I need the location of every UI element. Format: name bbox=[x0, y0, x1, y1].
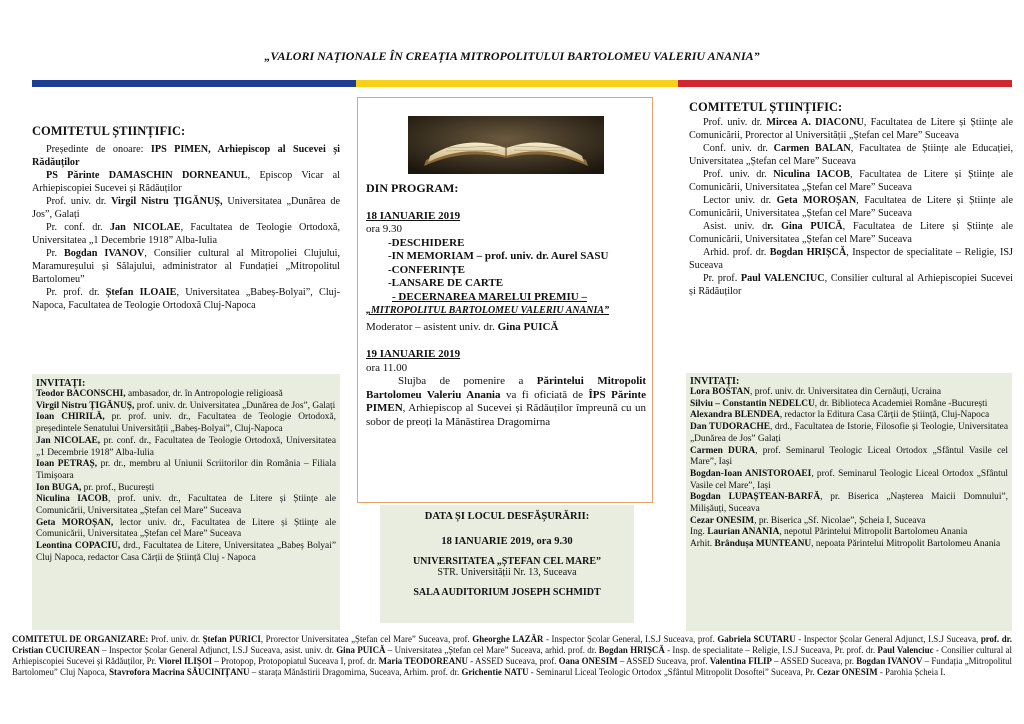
invited-entry: Carmen DURA, prof. Seminarul Teologic Liceal Ortodox „Sfântul Vasile cel Mare”, Iași bbox=[690, 445, 1008, 468]
invited-entry: Geta MOROȘAN, lector univ. dr., Facultatea de Litere și Științe ale Comunicării, Universitatea „Ștefan cel Mare” Suceava bbox=[36, 517, 336, 540]
committee-entry: Conf. univ. dr. Carmen BALAN, Facultatea de Științe ale Educației, Universitatea „Ștefan cel Mare” Suceava bbox=[689, 143, 1013, 167]
invited-entry: Ion BUGA, pr. prof., București bbox=[36, 482, 155, 493]
right-invited-title: INVITAȚI: bbox=[690, 376, 740, 387]
flag-stripe-yellow bbox=[356, 80, 678, 87]
left-committee bbox=[32, 124, 340, 312]
organizers-footer: COMITETUL DE ORGANIZARE: Prof. univ. dr. Ștefan PURICI, Prorector Universitatea „Ștefan cel Mare” Suceava, prof. Gheorghe LAZĂR - Inspector Școlar General, I.S.J Suceava, prof. Gabriela SCUTARU - Inspector Școlar General Adjunct, I.S.J Suceava, prof. dr. Cristian CUCIUREAN – Inspector Școlar General Adjunct, I.S.J Suceava, asist. univ. dr. Gina PUICĂ – Universitatea „Ștefan cel Mare” Suceava, arhid. prof. dr. Bogdan HRIȘCĂ - Insp. de specialitate – Religie, I.S.J Suceava, Pr. prof. dr. Paul Valenciuc - Consilier cultural al Arhiepiscopiei Sucevei și Rădăuților, Pr. Viorel ILIȘOI – Protopop, Protopopiatul Suceava I, prof. dr. Maria TEODOREANU - ASSED Suceava, prof. Oana ONESIM – ASSED Suceava, prof. Valentina FILIP – ASSED Suceava, pr. Bogdan IVANOV – Fundația „Mitropolitul Bartolomeu” Cluj Napoca, Stavrofora Macrina SĂUCINIȚANU – starața Mănăstirii Dragomirna, Suceava, Arhim. prof. dr. Grichentie NATU - Seminarul Liceal Teologic Ortodox „Sfântul Mitropolit Dosoftei” Suceava, Pr. Cezar ONESIM - Parohia Șcheia I. bbox=[12, 634, 1013, 677]
invited-entry: Bogdan LUPAȘTEAN-BARFĂ, pr. Biserica „Nașterea Maicii Domnului”, Milișăuți, Suceava bbox=[690, 492, 1008, 515]
invited-entry: Virgil Nistru ȚIGĂNUȘ, prof. univ. dr. Universitatea „Dunărea de Jos”, Galați bbox=[36, 400, 336, 411]
committee-entry: Prof. univ. dr. Virgil Nistru ȚIGĂNUȘ, Universitatea „Dunărea de Jos”, Galați bbox=[32, 196, 341, 220]
open-book-icon bbox=[408, 116, 604, 174]
left-committee-title: COMITETUL ȘTIINȚIFIC: bbox=[32, 124, 186, 138]
left-invited-box bbox=[32, 374, 340, 630]
program-title: DIN PROGRAM: bbox=[366, 181, 459, 195]
invited-entry: Alexandra BLENDEA, redactor la Editura Casa Cărții de Știință, Cluj-Napoca bbox=[690, 410, 990, 421]
committee-entry: Președinte de onoare: IPS PIMEN, Arhiepiscop al Sucevei și Rădăuților bbox=[32, 144, 340, 168]
flag-stripe-blue bbox=[32, 80, 356, 87]
committee-entry: Prof. univ. dr. Mircea A. DIACONU, Facultatea de Litere și Științe ale Comunicării, Prorector al Universității „Ștefan cel Mare” Suceava bbox=[689, 117, 1013, 141]
committee-entry: Arhid. prof. dr. Bogdan HRIȘCĂ, Inspector de specialitate – Religie, ISJ Suceava bbox=[689, 247, 1013, 271]
committee-entry: Asist. univ. dr. Gina PUICĂ, Facultatea de Litere și Științe ale Comunicării, Universitatea „Ștefan cel Mare” Suceava bbox=[689, 221, 1013, 245]
venue-university: UNIVERSITATEA „ȘTEFAN CEL MARE” bbox=[412, 556, 602, 567]
program-event: -IN MEMORIAM – prof. univ. dr. Aurel SASU bbox=[388, 250, 609, 262]
invited-entry: Dan TUDORACHE, drd., Facultatea de Istorie, Filosofie și Teologie, Universitatea „Dunărea de Jos” Galați bbox=[690, 422, 1008, 444]
right-invited-box bbox=[686, 373, 1012, 631]
committee-entry: Pr. prof. Paul VALENCIUC, Consilier cultural al Arhiepiscopiei Sucevei și Rădăuților bbox=[689, 273, 1014, 297]
venue-date: 18 IANUARIE 2019, ora 9.30 bbox=[441, 536, 573, 547]
invited-entry: Arhit. Brândușa MUNTEANU, nepoata Părintelui Mitropolit Bartolomeu Anania bbox=[690, 539, 1001, 550]
invited-entry: Leontina COPACIU, drd., Facultatea de Litere, Universitatea „Babeș Bolyai” Cluj Napoca, redactor Casa Cărții de Știință Cluj - Napoca bbox=[36, 541, 336, 563]
invited-entry: Ing. Laurian ANANIA, nepotul Părintelui Mitropolit Bartolomeu Anania bbox=[690, 527, 968, 538]
program-time2: ora 11.00 bbox=[366, 361, 408, 374]
committee-entry: Pr. Bogdan IVANOV, Consilier cultural al Mitropoliei Clujului, Maramureșului și Sălajului, administrator al Fundației „Mitropolitul Bartolomeu” bbox=[32, 248, 340, 285]
committee-entry: Prof. univ. dr. Niculina IACOB, Facultatea de Litere și Științe ale Comunicării, Universitatea „Ștefan cel Mare” Suceava bbox=[689, 169, 1013, 193]
venue-street: STR. Universității Nr. 13, Suceava bbox=[437, 567, 577, 578]
committee-entry: PS Părinte DAMASCHIN DORNEANUL, Episcop Vicar al Arhiepiscopiei Sucevei și Rădăuților bbox=[32, 170, 341, 194]
committee-entry: Lector univ. dr. Geta MOROȘAN, Facultatea de Litere și Științe ale Comunicării, Universitatea „Ștefan cel Mare” Suceava bbox=[689, 195, 1013, 219]
venue-title: DATA ȘI LOCUL DESFĂȘURĂRII: bbox=[424, 511, 590, 522]
invited-entry: Jan NICOLAE, pr. conf. dr., Facultatea de Teologie Ortodoxă, Universitatea „1 Decembrie 1918” Alba-Iulia bbox=[36, 435, 336, 458]
program-event: - DECERNAREA MARELUI PREMIU – bbox=[392, 290, 587, 303]
left-invited-title: INVITAȚI: bbox=[36, 378, 86, 389]
organizers-label: COMITETUL DE ORGANIZARE: bbox=[12, 634, 149, 644]
invited-entry: Ioan CHIRILĂ, pr. prof. univ. dr., Facultatea de Teologie Ortodoxă, președintele Senatului Universității „Babeș-Bolyai”, Cluj-Napoca bbox=[36, 412, 336, 435]
committee-entry: Pr. conf. dr. Jan NICOLAE, Facultatea de Teologie Ortodoxă, Universitatea „1 Decembrie 1918” Alba-Iulia bbox=[32, 222, 340, 246]
program-event: -LANSARE DE CARTE bbox=[388, 277, 504, 289]
right-committee-title: COMITETUL ȘTIINȚIFIC: bbox=[689, 100, 843, 114]
invited-entry: Lora BOSTAN, prof. univ. dr. Universitatea din Cernăuți, Ucraina bbox=[690, 387, 942, 397]
flag-stripe-red bbox=[678, 80, 1012, 87]
invited-entry: Silviu – Constantin NEDELCU, dr. Biblioteca Academiei Române -București bbox=[690, 398, 988, 409]
program-service: Slujba de pomenire a Părintelui Mitropolit Bartolomeu Valeriu Anania va fi oficiată de ÎPS Părinte PIMEN, Arhiepiscop al Sucevei și Rădăuților împreună cu un sobor de preoți la Mănăstirea Dragomirna bbox=[366, 375, 646, 428]
invited-entry: Teodor BACONSCHI, ambasador, dr. în Antropologie religioasă bbox=[36, 389, 283, 399]
invited-entry: Cezar ONESIM, pr. Biserica „Sf. Nicolae”, Șcheia I, Suceava bbox=[690, 515, 926, 526]
right-committee bbox=[689, 100, 1013, 298]
program-moderator: Moderator – asistent univ. dr. Gina PUICĂ bbox=[366, 320, 559, 333]
program-award-name: „MITROPOLITUL BARTOLOMEU VALERIU ANANIA” bbox=[366, 305, 610, 316]
invited-entry: Ioan PETRAȘ, pr. dr., membru al Uniunii Scriitorilor din România – Filiala Timișoara bbox=[36, 459, 336, 481]
program-day1: 18 IANUARIE 2019 bbox=[366, 209, 461, 222]
program-time1: ora 9.30 bbox=[366, 223, 403, 235]
invited-entry: Niculina IACOB, prof. univ. dr., Facultatea de Litere și Științe ale Comunicării, Universitatea „Ștefan cel Mare” Suceava bbox=[36, 494, 336, 517]
page-title: „VALORI NAȚIONALE ÎN CREAȚIA MITROPOLITULUI BARTOLOMEU VALERIU ANANIA” bbox=[264, 49, 760, 63]
program-content bbox=[366, 182, 646, 429]
invited-entry: Bogdan-Ioan ANISTOROAEI, prof. Seminarul Teologic Liceal Ortodox „Sfântul Vasile cel Mare”, Iași bbox=[690, 468, 1008, 491]
venue-hall: SALA AUDITORIUM JOSEPH SCHMIDT bbox=[413, 587, 601, 598]
program-day2: 19 IANUARIE 2019 bbox=[366, 348, 461, 360]
committee-entry: Pr. prof. dr. Ștefan ILOAIE, Universitatea „Babeș-Bolyai”, Cluj-Napoca, Facultatea de Teologie Ortodoxă Cluj-Napoca bbox=[32, 287, 340, 311]
program-event: -CONFERINȚE bbox=[388, 263, 466, 276]
program-box bbox=[357, 97, 653, 503]
program-event: -DESCHIDERE bbox=[388, 236, 465, 249]
venue-box bbox=[380, 505, 634, 623]
